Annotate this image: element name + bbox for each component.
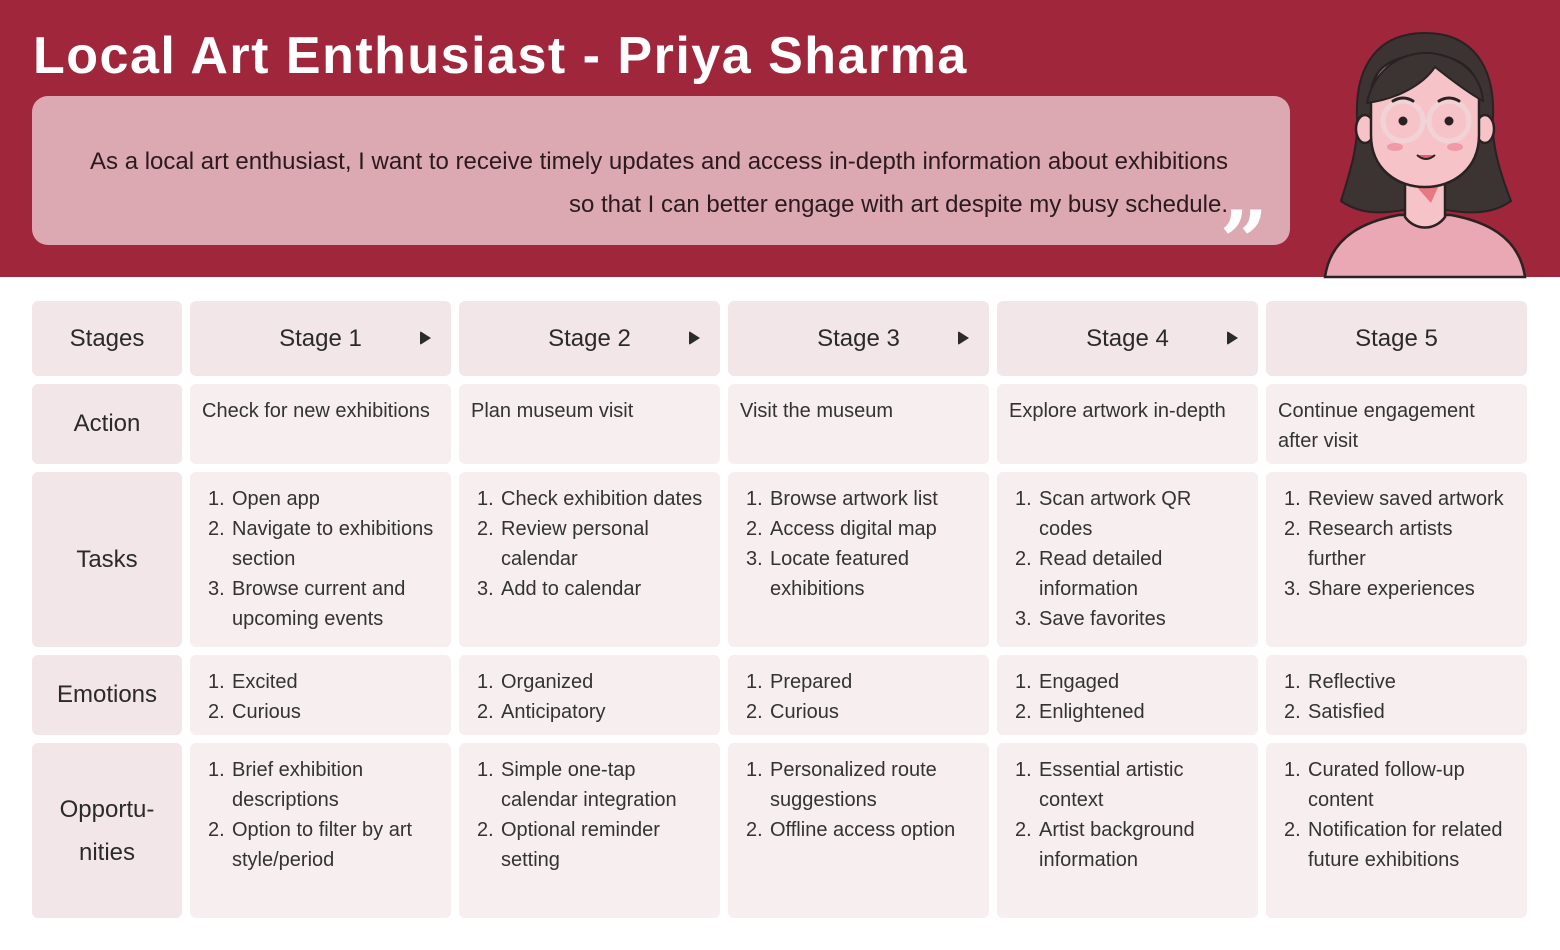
list-item: Open app — [232, 488, 320, 510]
list-item: Add to calendar — [501, 578, 642, 600]
list-item: Locate featured exhibitions — [770, 548, 909, 600]
list-item: Brief exhibition descriptions — [232, 759, 364, 811]
user-story-text: As a local art enthusiast, I want to receive timely updates and access in-depth information about exhibitions so that I can better engage with art despite my busy schedule. — [90, 148, 1228, 218]
list-item: Read detailed information — [1039, 548, 1163, 600]
list-item: Optional reminder setting — [501, 819, 660, 871]
quote-mark-icon: ” — [1219, 192, 1268, 291]
list-item: Review saved artwork — [1308, 488, 1504, 510]
list-item: Enlightened — [1039, 701, 1145, 723]
list-item: Prepared — [770, 671, 853, 693]
list-item: Engaged — [1039, 671, 1120, 693]
action-cell: Continue engagement after visit — [1266, 384, 1527, 464]
list-item: Curious — [232, 701, 301, 723]
action-cell: Visit the museum — [728, 384, 989, 464]
avatar — [1315, 25, 1535, 277]
tasks-cell — [728, 472, 989, 647]
row-label-tasks: Tasks — [32, 472, 182, 647]
emotions-cell — [190, 655, 451, 735]
woman-with-glasses-avatar-icon — [1315, 25, 1535, 277]
stage-label: Stage 2 — [548, 324, 631, 352]
list-item: Offline access option — [770, 819, 956, 841]
stage-label: Stage 5 — [1355, 324, 1438, 352]
list-item: Reflective — [1308, 671, 1396, 693]
opportunities-cell — [997, 743, 1258, 918]
opportunities-cell — [728, 743, 989, 918]
play-arrow-icon — [689, 331, 700, 345]
tasks-cell — [997, 472, 1258, 647]
list-item: Satisfied — [1308, 701, 1385, 723]
list-item: Notification for related future exhibitions — [1308, 819, 1503, 871]
play-arrow-icon — [1227, 331, 1238, 345]
row-label-opportunities-text: Opportu-nities — [59, 795, 155, 866]
emotions-cell — [459, 655, 720, 735]
stage-header-4 — [997, 301, 1258, 376]
journey-map-table — [32, 301, 1527, 918]
list-item: Option to filter by art style/period — [232, 819, 413, 871]
list-item: Check exhibition dates — [501, 488, 703, 510]
list-item: Browse current and upcoming events — [232, 578, 406, 630]
list-item: Access digital map — [770, 518, 937, 540]
header-banner — [0, 0, 1560, 291]
tasks-cell — [1266, 472, 1527, 647]
list-item: Scan artwork QR codes — [1039, 488, 1192, 540]
stages-corner-label: Stages — [32, 301, 182, 376]
opportunities-cell — [190, 743, 451, 918]
row-label-opportunities — [32, 743, 182, 918]
list-item: Browse artwork list — [770, 488, 938, 510]
list-item: Curious — [770, 701, 839, 723]
stage-header-2 — [459, 301, 720, 376]
list-item: Curated follow-up content — [1308, 759, 1465, 811]
opportunities-cell — [459, 743, 720, 918]
stage-label: Stage 4 — [1086, 324, 1169, 352]
list-item: Review personal calendar — [501, 518, 649, 570]
stage-label: Stage 1 — [279, 324, 362, 352]
user-story-quote-box — [32, 96, 1290, 291]
list-item: Anticipatory — [501, 701, 606, 723]
row-label-emotions: Emotions — [32, 655, 182, 735]
stage-label: Stage 3 — [817, 324, 900, 352]
action-cell: Check for new exhibitions — [190, 384, 451, 464]
list-item: Save favorites — [1039, 608, 1166, 630]
play-arrow-icon — [958, 331, 969, 345]
tasks-cell — [190, 472, 451, 647]
list-item: Simple one-tap calendar integration — [501, 759, 677, 811]
row-label-action: Action — [32, 384, 182, 464]
emotions-cell — [997, 655, 1258, 735]
stage-header-5 — [1266, 301, 1527, 376]
list-item: Organized — [501, 671, 594, 693]
list-item: Personalized route suggestions — [770, 759, 937, 811]
list-item: Artist background information — [1039, 819, 1195, 871]
tasks-cell — [459, 472, 720, 647]
list-item: Research artists further — [1308, 518, 1453, 570]
opportunities-cell — [1266, 743, 1527, 918]
stage-header-1 — [190, 301, 451, 376]
page-title: Local Art Enthusiast - Priya Sharma — [33, 27, 968, 85]
stage-header-3 — [728, 301, 989, 376]
play-arrow-icon — [420, 331, 431, 345]
list-item: Navigate to exhibitions section — [232, 518, 434, 570]
action-cell: Plan museum visit — [459, 384, 720, 464]
list-item: Share experiences — [1308, 578, 1475, 600]
list-item: Essential artistic context — [1039, 759, 1184, 811]
emotions-cell — [1266, 655, 1527, 735]
action-cell: Explore artwork in-depth — [997, 384, 1258, 464]
emotions-cell — [728, 655, 989, 735]
list-item: Excited — [232, 671, 298, 693]
